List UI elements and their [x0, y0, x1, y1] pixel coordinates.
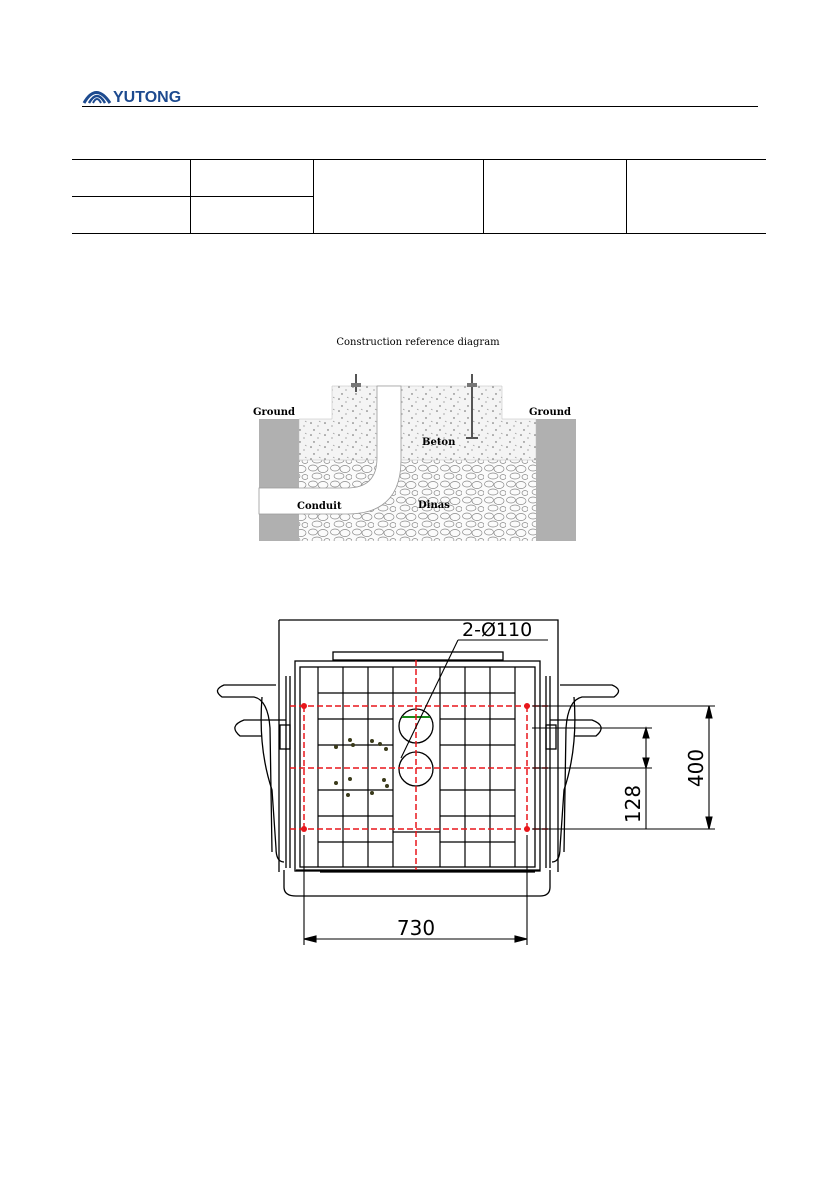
- yutong-logo: [82, 82, 192, 106]
- ground-block-right: [536, 419, 576, 541]
- dinas-label: Dinas: [418, 500, 450, 511]
- construction-diagram: [0, 320, 840, 550]
- table-cell: [72, 197, 191, 234]
- table-cell: [484, 160, 627, 234]
- beton-layer: [299, 386, 536, 460]
- ground-label-left: Ground: [253, 407, 296, 418]
- table-cell: [191, 197, 314, 234]
- handle-right: [546, 676, 619, 868]
- table-cell: [191, 160, 314, 197]
- logo-swoosh-icon: [82, 82, 192, 106]
- conduit-holes: [399, 709, 433, 786]
- table-cell: [72, 160, 191, 197]
- header-divider: [82, 106, 758, 107]
- beton-label: Beton: [422, 437, 456, 448]
- foundation-plan-drawing: [0, 600, 840, 960]
- red-center-lines: [290, 660, 550, 870]
- dimension-offset-label: 128: [621, 784, 645, 824]
- table-cell: [314, 160, 484, 234]
- construction-title: Construction reference diagram: [336, 337, 500, 348]
- brand-name: YUTONG: [113, 89, 182, 106]
- hole-spec-leader: [401, 640, 548, 758]
- conduit-label: Conduit: [297, 501, 342, 512]
- ground-label-right: Ground: [529, 407, 572, 418]
- hole-spec-label: 2-Ø110: [462, 619, 533, 641]
- info-table: [72, 159, 766, 234]
- dimension-width-label: 730: [396, 916, 436, 940]
- dimension-depth-label: 400: [684, 748, 708, 788]
- outer-frame: [279, 620, 558, 872]
- ground-block-left: [259, 419, 299, 541]
- table-cell: [627, 160, 767, 234]
